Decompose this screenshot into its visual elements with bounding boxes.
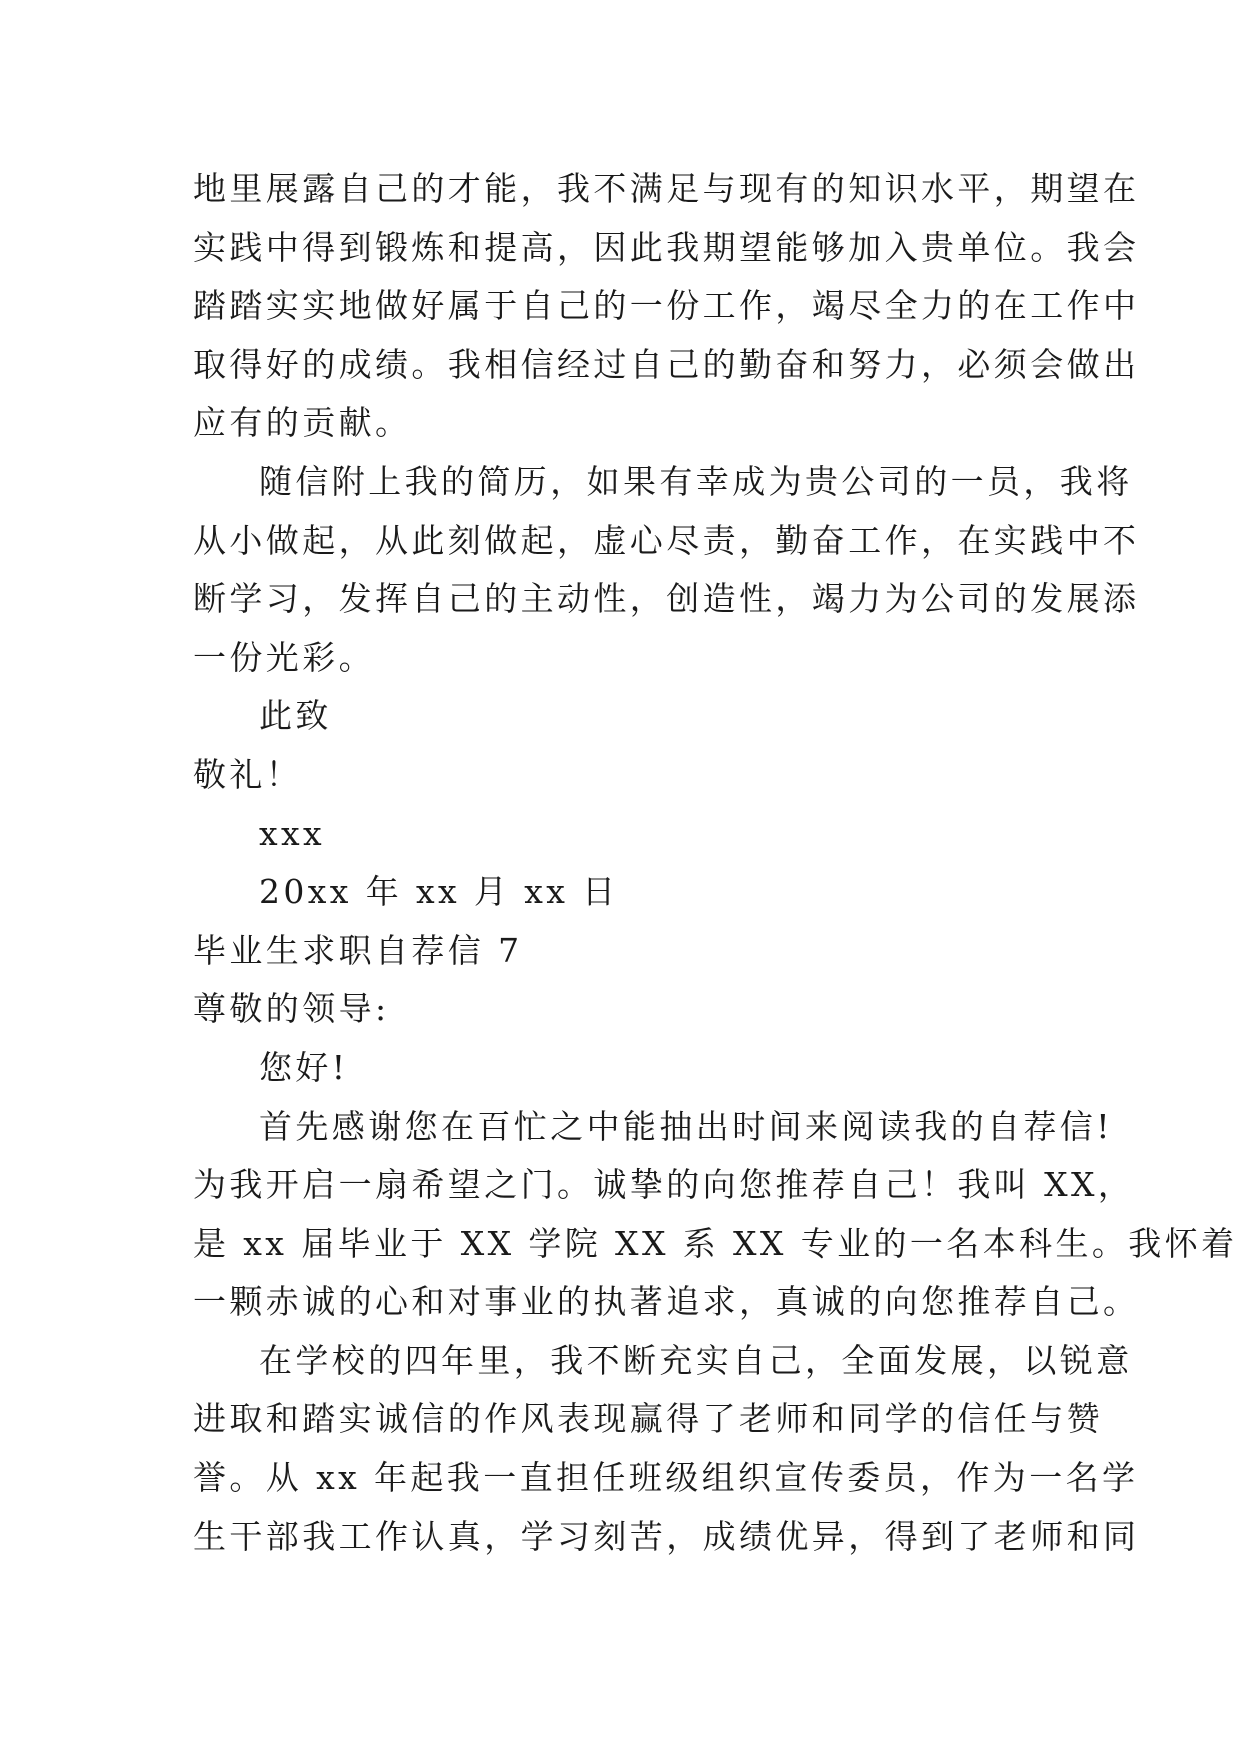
letter-body: [193, 160, 1238, 1566]
letter-greeting: 尊敬的领导:: [193, 989, 390, 1029]
letter-hello: 您好!: [259, 1047, 349, 1087]
text-line: 誉。从 xx 年起我一直担任班级组织宣传委员，作为一名学: [193, 1458, 1139, 1498]
text-line: 一份光彩。: [193, 637, 375, 677]
letter-date: 20xx 年 xx 月 xx 日: [259, 872, 619, 912]
signature: xxx: [259, 813, 326, 853]
paragraph-continuation: [193, 160, 1140, 453]
paragraph-intro: [193, 1098, 1238, 1332]
text-line: 踏踏实实地做好属于自己的一份工作，竭尽全力的在工作中: [193, 286, 1140, 326]
paragraph-resume-attached: [193, 453, 1140, 687]
text-line: 应有的贡献。: [193, 403, 412, 443]
letter-closing: [193, 687, 1073, 921]
letter-7-header: [193, 922, 1073, 1098]
text-line: 是 xx 届毕业于 XX 学院 XX 系 XX 专业的一名本科生。我怀着: [193, 1223, 1238, 1263]
text-line: 实践中得到锻炼和提高，因此我期望能够加入贵单位。我会: [193, 227, 1140, 267]
closing-regards: 敬礼！: [193, 754, 303, 794]
letter-title: 毕业生求职自荐信 7: [193, 930, 523, 970]
text-line: 从小做起，从此刻做起，虚心尽责，勤奋工作，在实践中不: [193, 520, 1140, 560]
text-line: 一颗赤诚的心和对事业的执著追求，真诚的向您推荐自己。: [193, 1282, 1140, 1322]
text-line: 取得好的成绩。我相信经过自己的勤奋和努力，必须会做出: [193, 344, 1140, 384]
paragraph-school: [193, 1332, 1140, 1566]
text-line: 在学校的四年里，我不断充实自己，全面发展，以锐意: [259, 1340, 1133, 1380]
text-line: 地里展露自己的才能，我不满足与现有的知识水平，期望在: [193, 169, 1140, 208]
text-line: 为我开启一扇希望之门。诚挚的向您推荐自己！我叫 XX，: [193, 1165, 1135, 1205]
text-line: 首先感谢您在百忙之中能抽出时间来阅读我的自荐信!: [259, 1106, 1113, 1146]
text-line: 断学习，发挥自己的主动性，创造性，竭力为公司的发展添: [193, 579, 1140, 619]
text-line: 随信附上我的简历，如果有幸成为贵公司的一员，我将: [259, 461, 1133, 501]
closing-salutation: 此致: [259, 696, 332, 736]
text-line: 进取和踏实诚信的作风表现赢得了老师和同学的信任与赞: [193, 1399, 1103, 1439]
text-line: 生干部我工作认真，学习刻苦，成绩优异，得到了老师和同: [193, 1516, 1140, 1556]
